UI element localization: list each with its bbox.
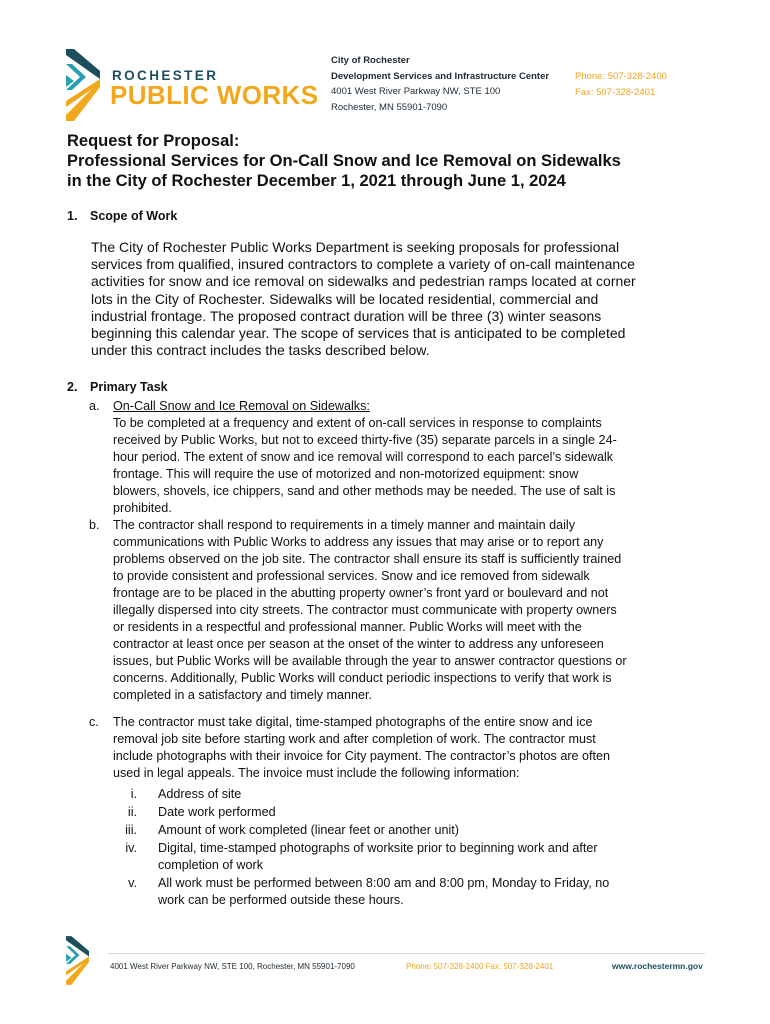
footer-divider — [108, 953, 705, 954]
item-text: Address of site — [158, 787, 242, 801]
rochester-public-works-logo-icon — [66, 49, 100, 121]
item-line: removal job site before starting work and after completion of work. The contractor must — [113, 732, 596, 746]
item-line: to provide consistent and professional services. Snow and ice removed from sidewalk — [113, 569, 590, 583]
section-number: 1. — [67, 209, 78, 223]
item-line: illegally dispersed into city streets. The contractor must communicate with property owners — [113, 603, 617, 617]
item-number: i. — [130, 787, 137, 801]
item-number: iv. — [125, 841, 137, 855]
section-title: Scope of Work — [90, 209, 178, 223]
item-text: Digital, time-stamped photographs of worksite prior to beginning work and after — [158, 841, 598, 855]
item-line: completed in a satisfactory and timely manner. — [113, 688, 372, 702]
paragraph-line: under this contract includes the tasks described below. — [91, 342, 430, 359]
footer-address: 4001 West River Parkway NW, STE 100, Rochester, MN 55901-7090 — [110, 962, 355, 971]
title-line: Professional Services for On-Call Snow and Ice Removal on Sidewalks — [67, 152, 621, 170]
contact-block — [331, 53, 549, 115]
item-number: iii. — [125, 823, 137, 837]
paragraph-line: The City of Rochester Public Works Department is seeking proposals for professional — [91, 239, 620, 255]
fax-number: Fax: 507-328-2401 — [575, 87, 656, 98]
paragraph-line: beginning this calendar year. The scope of services that is anticipated to be completed — [91, 325, 626, 342]
footer-phones: Phone: 507-328-2400 Fax: 507-328-2401 — [406, 962, 554, 971]
title-line: in the City of Rochester December 1, 2021 through June 1, 2024 — [67, 172, 566, 190]
contact-phones — [575, 69, 667, 101]
section-title: Primary Task — [90, 380, 168, 394]
item-line: communications with Public Works to address any issues that may arise or to report any — [113, 535, 604, 549]
footer-website-link[interactable]: www.rochestermn.gov — [612, 961, 703, 971]
paragraph-line: services from qualified, insured contractors to complete a variety of on-call maintenance — [91, 256, 635, 273]
item-line: or residents in a respectful and professional manner. Public Works will meet with the — [113, 620, 582, 634]
phone-number: Phone: 507-328-2400 — [575, 71, 667, 82]
item-body — [113, 517, 683, 704]
item-line: blowers, shovels, ice chippers, sand and other methods may be needed. The use of salt is — [113, 484, 616, 498]
item-text: Date work performed — [158, 805, 276, 819]
item-line: used in legal appeals. The invoice must include the following information: — [113, 766, 520, 780]
item-text: work can be performed outside these hours. — [158, 893, 404, 907]
footer-logo-icon — [66, 936, 89, 985]
title-line: Request for Proposal: — [67, 132, 240, 150]
item-line: received by Public Works, but not to exceed thirty-five (35) separate parcels in a single 24- — [113, 433, 617, 447]
item-body — [113, 398, 683, 517]
brand-public-works: PUBLIC WORKS — [110, 80, 319, 110]
item-number: v. — [128, 876, 137, 890]
item-line: problems observed on the job site. The contractor shall ensure its staff is sufficiently trained — [113, 552, 622, 566]
item-line: contractor at least once per season at the onset of the winter to address any unforeseen — [113, 637, 604, 651]
item-line: frontage. This will require the use of motorized and non-motorized equipment: snow — [113, 467, 579, 481]
brand-rochester: ROCHESTER — [112, 68, 219, 83]
item-text: Amount of work completed (linear feet or another unit) — [158, 823, 460, 837]
paragraph-line: industrial frontage. The proposed contract duration will be three (3) winter seasons — [91, 307, 602, 324]
document-title — [67, 131, 621, 191]
section-heading-scope — [67, 209, 177, 223]
contact-address-line2: Rochester, MN 55901-7090 — [331, 101, 448, 113]
section-heading-primary-task — [67, 380, 168, 394]
item-line: To be completed at a frequency and extent of on-call services in response to complaints — [113, 416, 602, 430]
item-line: concerns. Additionally, Public Works will conduct periodic inspections to verify that work is — [113, 671, 612, 685]
paragraph-line: activities for snow and ice removal on sidewalks and pedestrian ramps located at corner — [91, 273, 636, 290]
item-body — [113, 714, 683, 782]
item-line: frontage are to be placed in the abutting property owner’s front yard or boulevard and not — [113, 586, 609, 600]
item-line: issues, but Public Works will be available through the year to answer contractor questions or — [113, 654, 627, 668]
item-line: include photographs with their invoice for City payment. The contractor’s photos are often — [113, 749, 611, 763]
item-line: prohibited. — [113, 501, 172, 515]
contact-dept: Development Services and Infrastructure Center — [331, 70, 550, 82]
section-number: 2. — [67, 380, 78, 394]
item-line: hour period. The extent of snow and ice removal will correspond to each parcel’s sidewalk — [113, 450, 614, 464]
contact-org: City of Rochester — [331, 55, 410, 66]
contact-address-line1: 4001 West River Parkway NW, STE 100 — [331, 86, 501, 97]
item-title: On-Call Snow and Ice Removal on Sidewalks: — [113, 399, 370, 413]
paragraph-line: lots in the City of Rochester. Sidewalks will be located residential, commercial and — [91, 290, 599, 307]
item-text: completion of work — [158, 858, 263, 872]
item-number: ii. — [127, 805, 137, 819]
item-label: b. — [89, 518, 100, 532]
item-line: The contractor shall respond to requirements in a timely manner and maintain daily — [113, 518, 576, 532]
item-text: All work must be performed between 8:00 am and 8:00 pm, Monday to Friday, no — [158, 876, 610, 890]
item-line: The contractor must take digital, time-stamped photographs of the entire snow and ice — [113, 715, 593, 729]
item-label: a. — [89, 399, 100, 413]
scope-paragraph — [91, 239, 691, 359]
item-label: c. — [89, 715, 99, 729]
